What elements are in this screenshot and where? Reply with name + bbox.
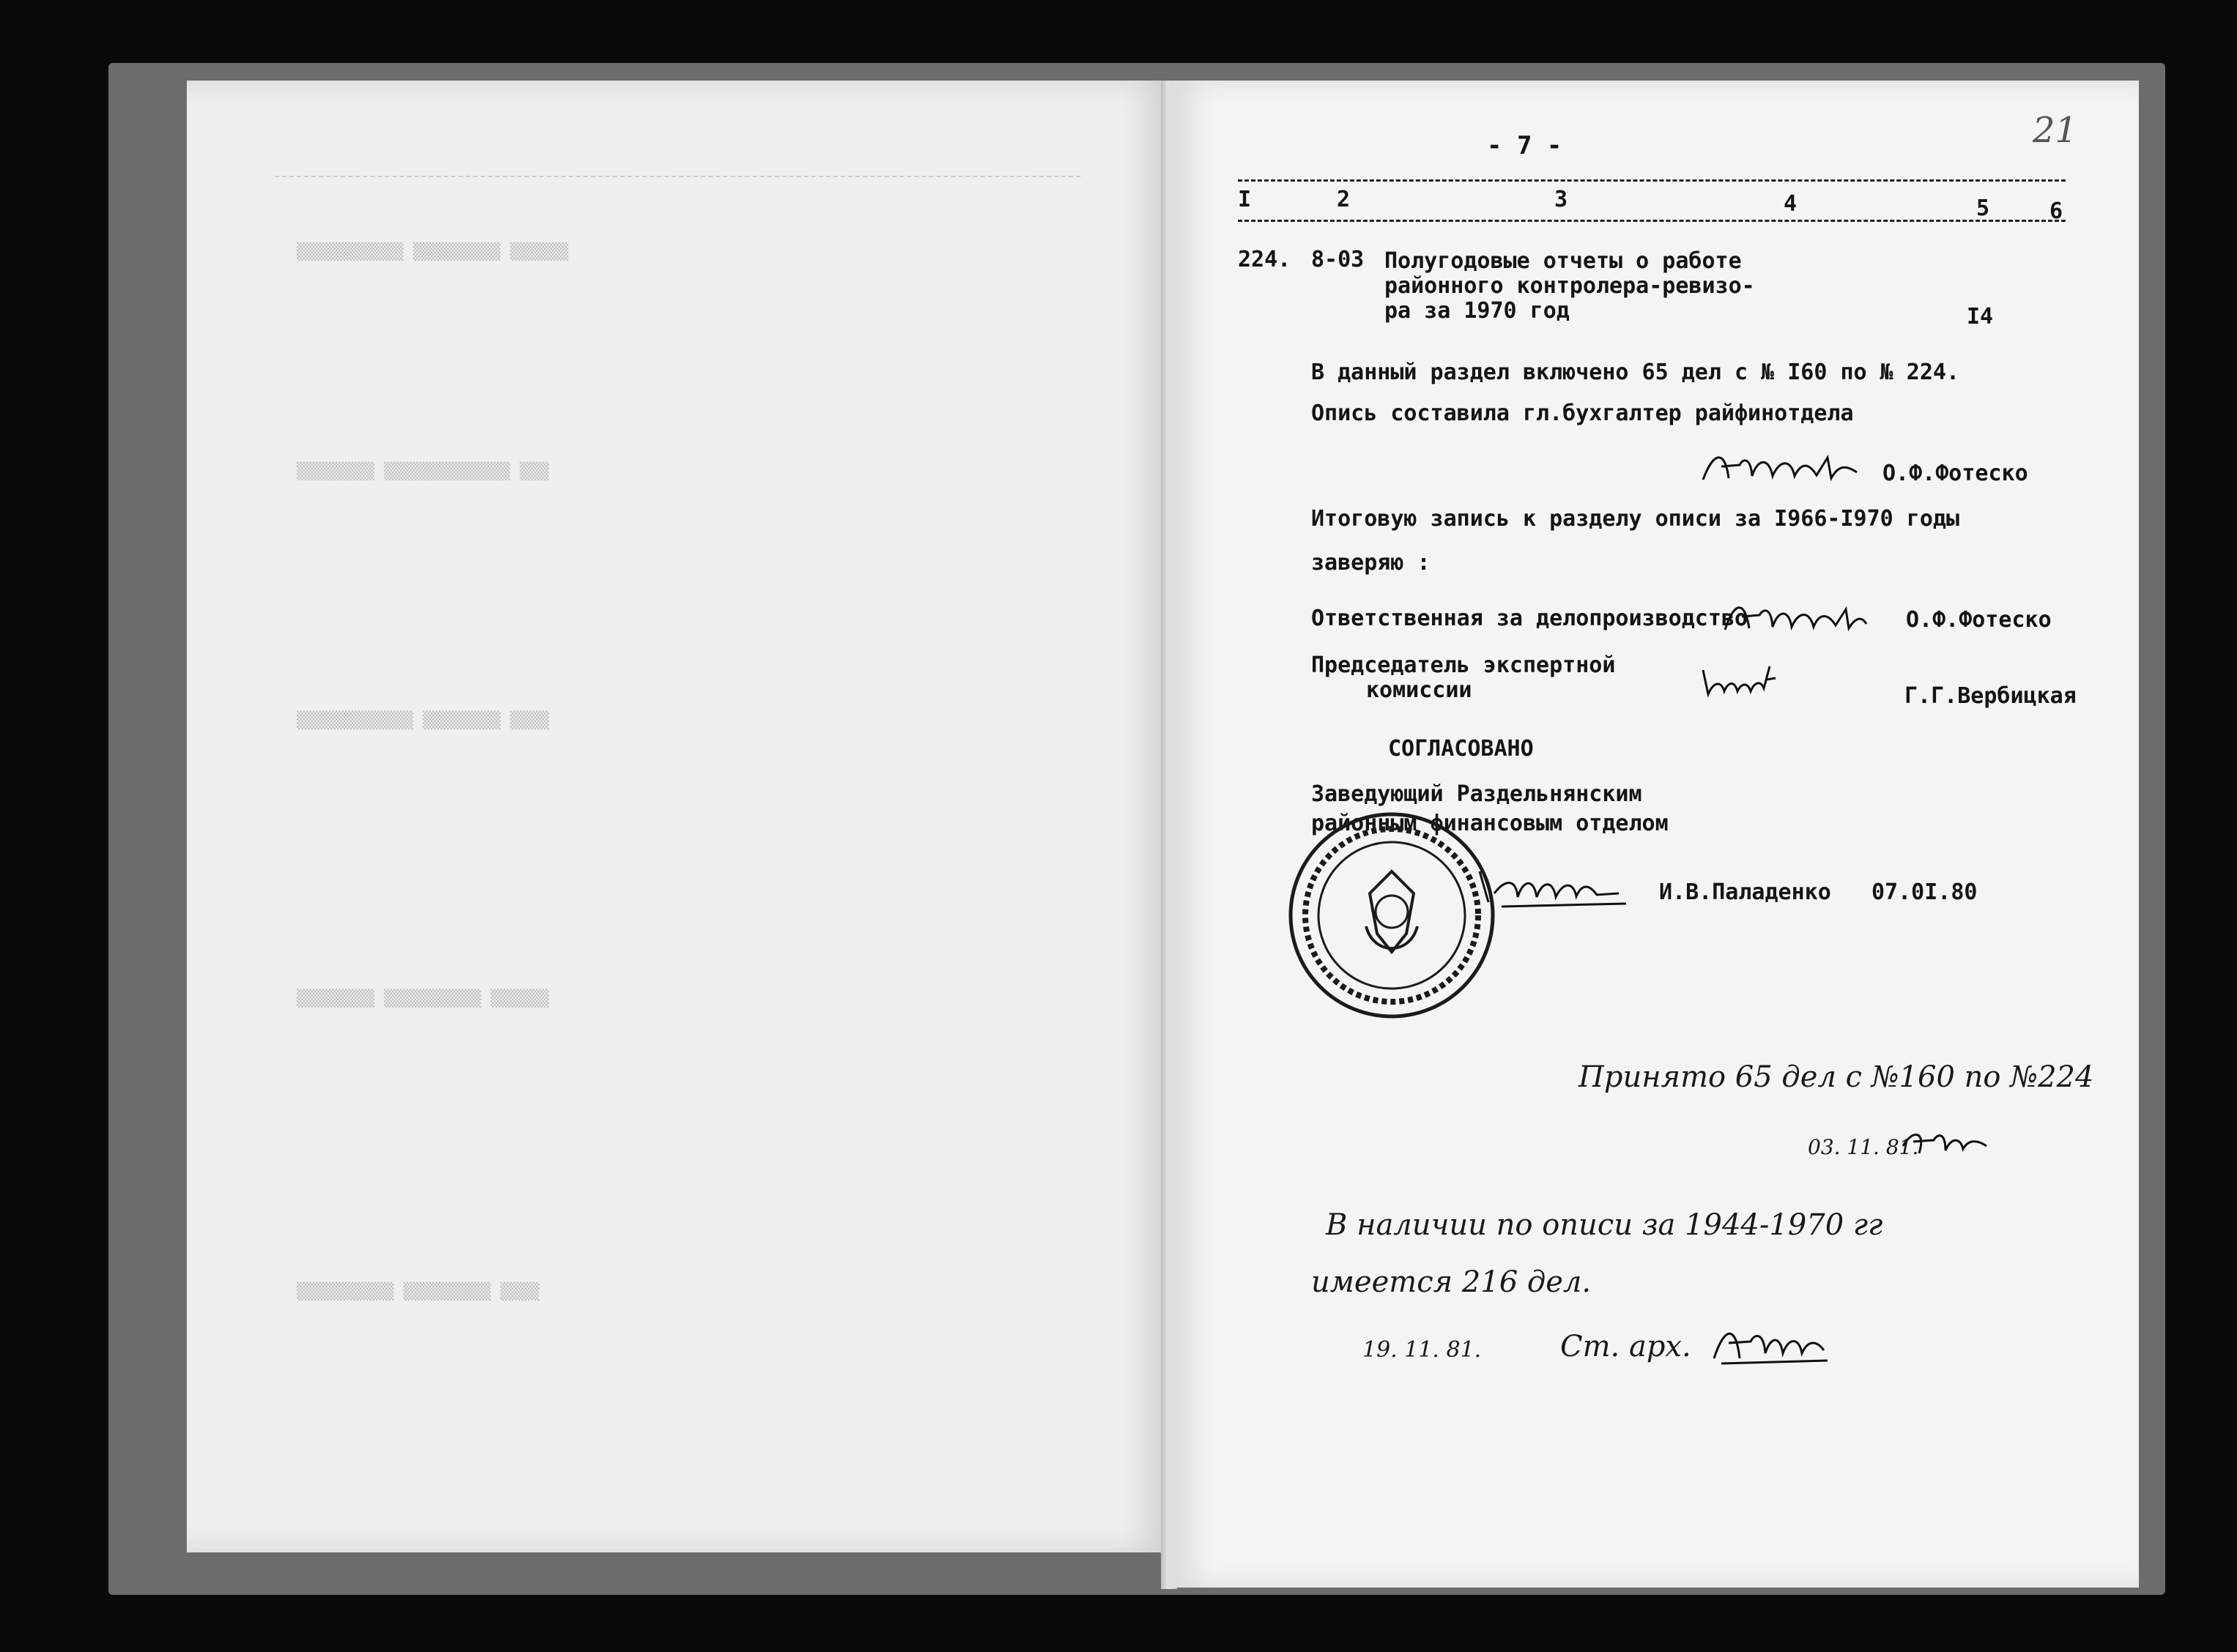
handwritten-archivist-title: Ст. арх. <box>1560 1330 1691 1363</box>
left-page <box>187 81 1168 1552</box>
signature-receiver <box>1897 1124 1992 1164</box>
signature-responsible <box>1721 592 1868 643</box>
entry-title-line-1: Полугодовые отчеты о работе <box>1384 248 1742 274</box>
head-line-1: Заведующий Раздельнянским <box>1311 781 1642 807</box>
entry-title-line-3: ра за 1970 год <box>1384 298 1570 324</box>
head-line-2: районным финансовым отделом <box>1311 811 1669 836</box>
ghost-text-block: ▒▒▒▒▒▒▒▒ ▒▒▒▒▒▒▒▒▒▒ ▒▒▒▒▒▒ <box>297 990 549 1008</box>
chair-label-line-2: комиссии <box>1366 677 1472 703</box>
handwritten-received-date: 03. 11. 81. <box>1808 1135 1919 1159</box>
summary-line: В данный раздел включено 65 дел с № I60 по № 224. <box>1311 360 1960 385</box>
entry-title-line-2: районного контролера-ревизо- <box>1384 273 1755 299</box>
header-rule-top <box>1238 179 2066 182</box>
responsible-label: Ответственная за делопроизводство <box>1311 606 1748 631</box>
entry-code: 8-03 <box>1311 247 1365 272</box>
column-header-4: 4 <box>1784 191 1798 217</box>
ghost-text-block: ▒▒▒▒▒▒▒▒ ▒▒▒▒▒▒▒▒▒▒▒▒▒ ▒▒▒ <box>297 463 549 481</box>
signature-archivist <box>1707 1318 1831 1369</box>
handwritten-availability-line-1: В наличии по описи за 1944-1970 гг <box>1326 1208 1883 1242</box>
header-rule-bottom <box>1238 220 2066 222</box>
handwritten-availability-line-2: имеется 216 дел. <box>1311 1265 1592 1299</box>
ghost-text-block: ▒▒▒▒▒▒▒▒▒▒ ▒▒▒▒▒▒▒▒▒ ▒▒▒▒ <box>297 1283 540 1301</box>
agreed-heading: СОГЛАСОВАНО <box>1388 736 1534 762</box>
page-number: - 7 - <box>1487 131 1562 160</box>
handwritten-availability-date: 19. 11. 81. <box>1362 1337 1482 1363</box>
handwritten-received-note: Принято 65 дел с №160 по №224 <box>1578 1060 2094 1094</box>
column-header-2: 2 <box>1337 187 1351 212</box>
ghost-text-block: ▒▒▒▒▒▒▒▒▒▒▒▒ ▒▒▒▒▒▒▒▒ ▒▒▒▒ <box>297 712 549 730</box>
ghost-rule <box>275 176 1080 177</box>
official-round-stamp <box>1286 809 1498 1022</box>
column-header-1: I <box>1238 187 1252 212</box>
final-record-line: Итоговую запись к разделу описи за I966-I970 годы <box>1311 506 1960 532</box>
entry-number: 224. <box>1238 247 1291 272</box>
compiled-by-line: Опись составила гл.бухгалтер райфинотдела <box>1311 401 1854 426</box>
compiler-name: О.Ф.Фотеско <box>1882 461 2028 486</box>
signature-head <box>1472 857 1633 915</box>
signature-compiler <box>1699 443 1861 494</box>
column-header-3: 3 <box>1554 187 1568 212</box>
archive-folio-number: 21 <box>2033 110 2078 151</box>
chair-name: Г.Г.Вербицкая <box>1904 683 2077 709</box>
head-name: И.В.Паладенко <box>1659 879 1831 905</box>
chair-label-line-1: Председатель экспертной <box>1311 652 1616 678</box>
entry-sheet-count: I4 <box>1967 304 1994 330</box>
column-header-5: 5 <box>1976 196 1990 221</box>
head-date: 07.0I.80 <box>1871 879 1978 905</box>
column-header-6: 6 <box>2049 198 2063 224</box>
responsible-name: О.Ф.Фотеско <box>1906 607 2052 633</box>
ghost-text-block: ▒▒▒▒▒▒▒▒▒▒▒ ▒▒▒▒▒▒▒▒▒ ▒▒▒▒▒▒ <box>297 243 568 261</box>
certify-line: заверяю : <box>1311 550 1431 576</box>
signature-chair <box>1699 659 1780 703</box>
